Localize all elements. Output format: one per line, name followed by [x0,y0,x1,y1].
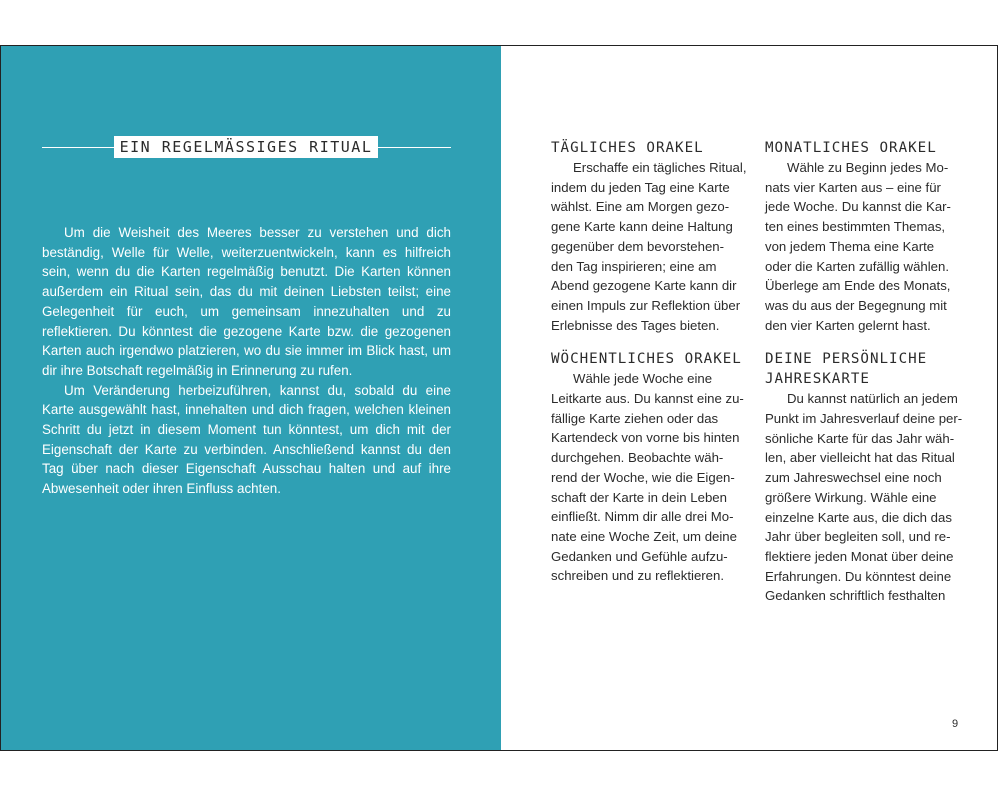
column-left [551,138,747,600]
right-page [501,46,997,750]
text-line: Jahr über begleiten soll, und re- [765,529,951,545]
section-body [765,389,963,606]
text-line: fällige Karte ziehen oder das [551,410,719,426]
section-heading [765,349,963,389]
text-line: Erfahrungen. Du könntest deine [765,568,952,584]
section-heading: MONATLICHES ORAKEL [765,140,937,156]
section-weekly-oracle [551,349,744,586]
text-line: rend der Woche, wie die Eigen- [551,469,735,485]
text-line: nats vier Karten aus – eine für [765,179,941,195]
text-line: größere Wirkung. Wähle eine [765,489,937,505]
text-line: Gedanken und Gefühle aufzu- [551,548,728,564]
text-line: ten eines bestimmten Themas, [765,219,946,235]
text-line: von jedem Thema eine Karte [765,238,935,254]
text-line: schaft der Karte in dein Leben [551,489,727,505]
text-line: einen Impuls zur Reflektion über [551,297,741,313]
text-line: indem du jeden Tag eine Karte [551,179,730,195]
text-line: den Tag inspirieren; eine am [551,258,717,274]
text-line: Wähle jede Woche eine [573,371,713,387]
section-heading: WÖCHENTLICHES ORAKEL [551,351,742,368]
text-line: sönliche Karte für das Jahr wäh- [765,430,955,446]
text-line: gene Karte kann deine Haltung [551,219,733,235]
section-daily-oracle [551,138,747,335]
text-line: schreiben und zu reflektieren. [551,568,725,584]
left-body-text [42,223,451,499]
text-line: jede Woche. Du kannst die Kar- [765,199,951,215]
text-line: zum Jahreswechsel eine noch [765,470,942,486]
text-line: Kartendeck von vorne bis hinten [551,430,740,446]
section-body [551,369,744,586]
heading-line: JAHRESKARTE [765,371,870,388]
text-line: den vier Karten gelernt hast. [765,317,931,333]
text-line: Erlebnisse des Tages bieten. [551,317,720,333]
section-body [765,158,963,335]
text-line: oder die Karten zufällig wählen. [765,258,950,274]
text-line: Leitkarte aus. Du kannst eine zu- [551,391,744,407]
text-line: Du kannst natürlich an jedem [787,391,958,407]
text-line: flektiere jeden Monat über deine [765,548,954,564]
text-line: was du aus der Begegnung mit [765,297,947,313]
section-personal-year-card [765,349,963,606]
text-line: wählst. Eine am Morgen gezo- [551,199,730,215]
text-line: Punkt im Jahresverlauf deine per- [765,411,963,427]
left-page [1,46,501,750]
page-number: 9 [952,718,959,730]
text-line: einfließt. Nimm dir alle drei Mo- [551,509,734,525]
text-line: einzelne Karte aus, die dich das [765,509,952,525]
text-line: gegenüber dem bevorstehen- [551,238,725,254]
text-line: Überlege am Ende des Monats, [765,278,951,294]
text-line: Erschaffe ein tägliches Ritual, [573,160,747,175]
column-right [765,138,963,620]
heading-line: DEINE PERSÖNLICHE [765,351,928,368]
paragraph: Um Veränderung herbeizuführen, kannst du, sobald du eine Karte ausgewählt hast, innehalten und dich fragen, welchen kleinen Schritt du jetzt in diesem Moment tun könntest, um dich mit der Eigenschaft der Karte zu verbinden. Anschließend kannst du den Tag über nach dieser Eigenschaft Ausschau halten und auf ihre Abwesenheit oder ihren Einfluss achten. [42,382,451,497]
text-line: Abend gezogene Karte kann dir [551,278,737,294]
text-line: Gedanken schriftlich festhalten [765,588,946,604]
paragraph: Um die Weisheit des Meeres besser zu verstehen und dich beständig, Welle für Welle, weiterzuentwickeln, kann es hilfreich sein, wenn du die Karten regelmäßig benutzt. Die Karten können außerdem ein Ritual sein, das du mit deinen Liebsten teilst; eine Gelegenheit für euch, um gemeinsam innezuhalten und zu reflektieren. Du könntest die gezogene Karte bzw. die gezogenen Karten auch irgendwo platzieren, wo du sie immer im Blick hast, um dir ihre Botschaft regelmäßig in Erinnerung zu rufen. [42,225,451,378]
text-line: Wähle zu Beginn jedes Mo- [787,160,949,175]
text-line: len, aber vielleicht hat das Ritual [765,450,955,466]
text-line: nate eine Woche Zeit, um deine [551,528,737,544]
text-line: durchgehen. Beobachte wäh- [551,450,724,466]
section-body [551,158,747,335]
section-monthly-oracle [765,138,963,335]
section-heading: TÄGLICHES ORAKEL [551,140,704,156]
section-title [42,136,451,160]
book-spread [0,45,998,751]
title-label: EIN REGELMÄSSIGES RITUAL [114,136,378,158]
